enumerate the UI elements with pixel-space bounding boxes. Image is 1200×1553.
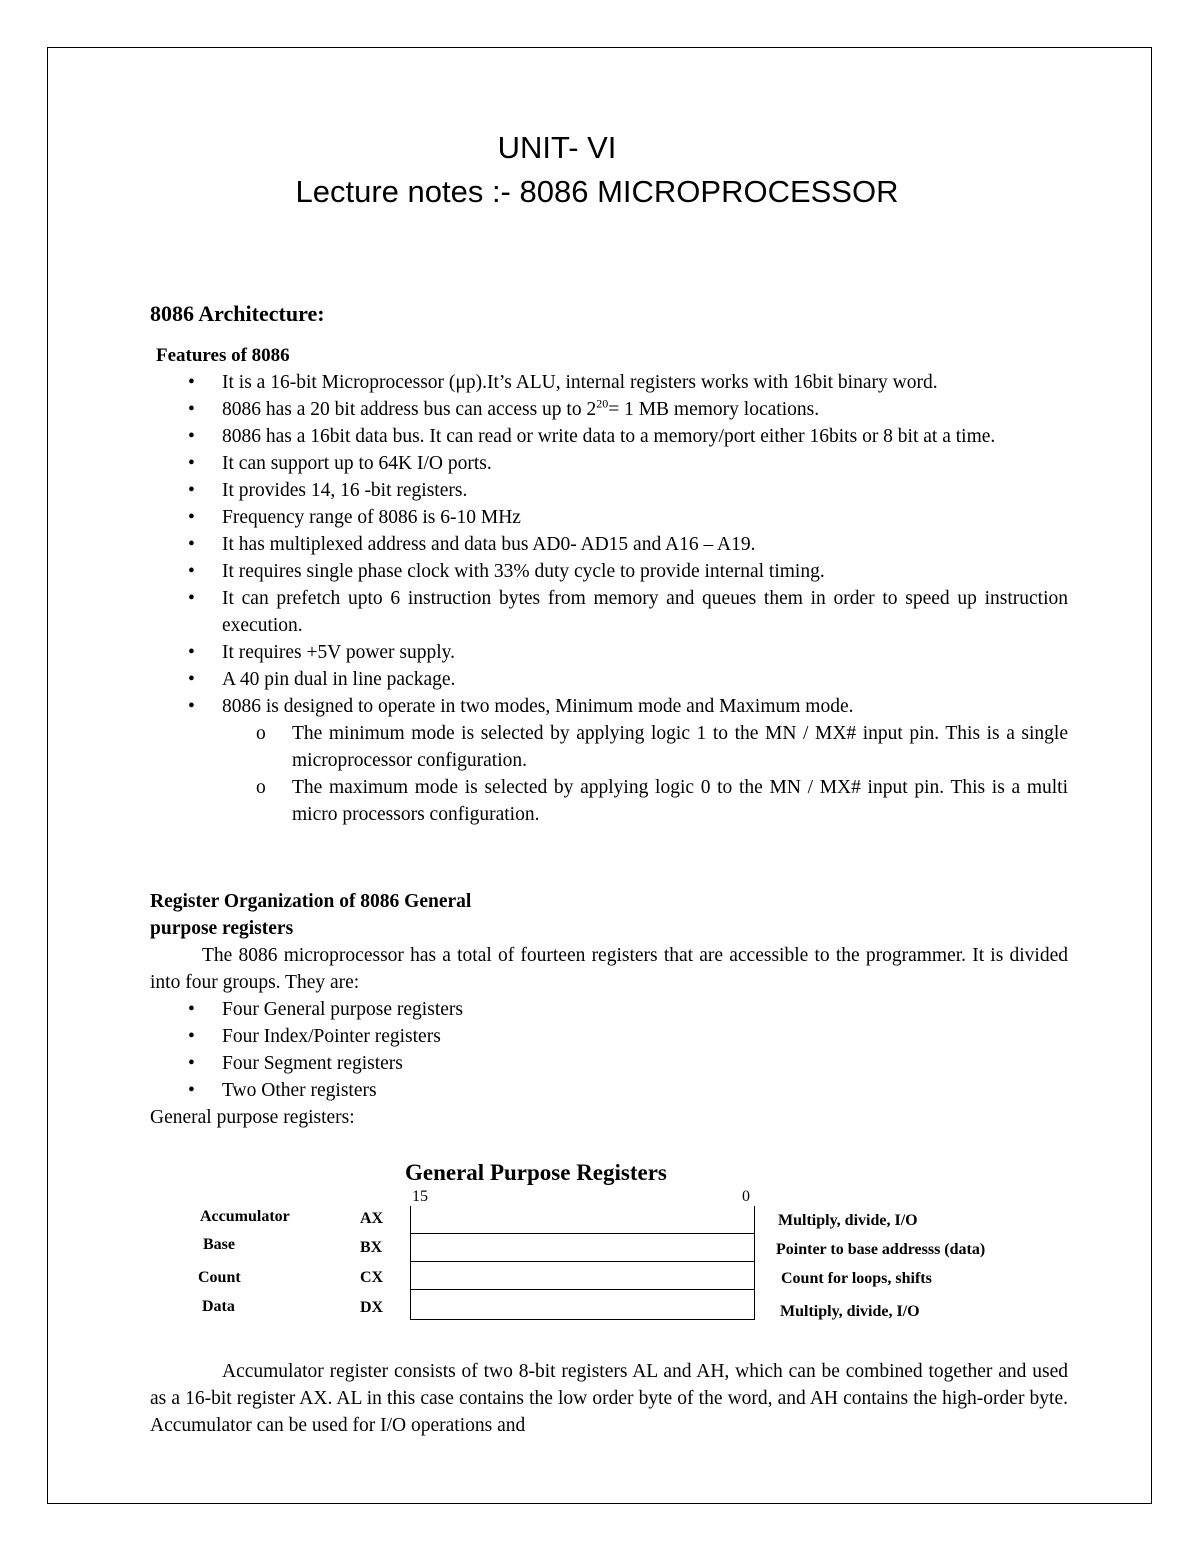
register-name-ax: Accumulator — [200, 1208, 290, 1225]
list-item: • Four General purpose registers — [188, 999, 463, 1020]
register-desc-dx: Multiply, divide, I/O — [780, 1303, 920, 1320]
register-cell-ax — [411, 1206, 754, 1234]
register-block — [410, 1206, 755, 1320]
list-item: • Four Segment registers — [188, 1053, 403, 1074]
list-item: • 8086 has a 16bit data bus. It can read or write data to a memory/port either 16bits or 8 bit at a time. — [188, 426, 996, 447]
list-item: • It provides 14, 16 -bit registers. — [188, 480, 468, 501]
list-item: • 8086 is designed to operate in two modes, Minimum mode and Maximum mode. o The minimum mode is selected by applying logic 1 to the MN / MX# input pin. This is a single microprocessor configuration. o The maximum mode is selected by applying logic 0 to the MN / MX# input pin. This is a multi micro processors configuration. — [188, 693, 1068, 828]
features-heading: Features of 8086 — [156, 345, 290, 366]
list-item: • It can support up to 64K I/O ports. — [188, 453, 492, 474]
figure-title: General Purpose Registers — [405, 1160, 667, 1185]
list-item: • It has multiplexed address and data bus AD0- AD15 and A16 – A19. — [188, 534, 756, 555]
accumulator-paragraph: Accumulator register consists of two 8-bit registers AL and AH, which can be combined together and used as a 16-bit register AX. AL in this case contains the low order byte of the word, and AH contains the high-order byte. Accumulator can be used for I/O operations and — [150, 1361, 1068, 1436]
list-item: • 8086 has a 20 bit address bus can access up to $2^{20}= 1$ MB memory locations. — [188, 396, 820, 420]
features-list — [188, 369, 1068, 828]
register-cell-dx — [411, 1290, 754, 1320]
register-code-bx: BX — [360, 1239, 383, 1256]
modes-list — [222, 720, 1068, 828]
list-item: • A 40 pin dual in line package. — [188, 669, 456, 690]
register-code-dx: DX — [360, 1299, 384, 1316]
list-item: • It requires single phase clock with 33% duty cycle to provide internal timing. — [188, 561, 825, 582]
register-name-cx: Count — [198, 1269, 241, 1286]
bit-0-label: 0 — [742, 1188, 750, 1205]
list-item: • Four Index/Pointer registers — [188, 1026, 441, 1047]
list-item: • It requires +5V power supply. — [188, 642, 456, 663]
register-organization-heading: Register Organization of 8086 General purpose registers — [150, 891, 472, 939]
register-name-dx: Data — [202, 1298, 235, 1315]
register-cell-cx — [411, 1262, 754, 1290]
register-desc-cx: Count for loops, shifts — [781, 1270, 932, 1287]
architecture-heading: 8086 Architecture: — [150, 301, 325, 326]
list-item: o The maximum mode is selected by applying logic 0 to the MN / MX# input pin. This is a multi micro processors configuration. — [256, 777, 1068, 825]
list-item: • Frequency range of 8086 is 6-10 MHz — [188, 507, 521, 528]
list-item: • It is a 16-bit Microprocessor (μp).It’s ALU, internal registers works with 16bit binary word. — [188, 372, 938, 393]
register-name-bx: Base — [203, 1236, 235, 1253]
register-cell-bx — [411, 1234, 754, 1262]
register-code-ax: AX — [360, 1210, 384, 1227]
general-purpose-label: General purpose registers: — [150, 1107, 355, 1128]
list-item: • Two Other registers — [188, 1080, 377, 1101]
lecture-title: Lecture notes :- 8086 MICROPROCESSOR — [295, 174, 899, 209]
list-item: o The minimum mode is selected by applying logic 1 to the MN / MX# input pin. This is a single microprocessor configuration. — [256, 723, 1068, 771]
register-desc-bx: Pointer to base addresss (data) — [776, 1241, 986, 1258]
register-groups-list — [188, 996, 463, 1104]
register-intro-paragraph: The 8086 microprocessor has a total of fourteen registers that are accessible to the programmer. It is divided into four groups. They are: — [150, 945, 1068, 993]
register-desc-ax: Multiply, divide, I/O — [778, 1212, 918, 1229]
bit-15-label: 15 — [412, 1188, 428, 1205]
list-item: • It can prefetch upto 6 instruction bytes from memory and queues them in order to speed up instruction execution. — [188, 588, 1068, 636]
unit-title: UNIT- VI — [497, 130, 617, 165]
register-code-cx: CX — [360, 1269, 384, 1286]
